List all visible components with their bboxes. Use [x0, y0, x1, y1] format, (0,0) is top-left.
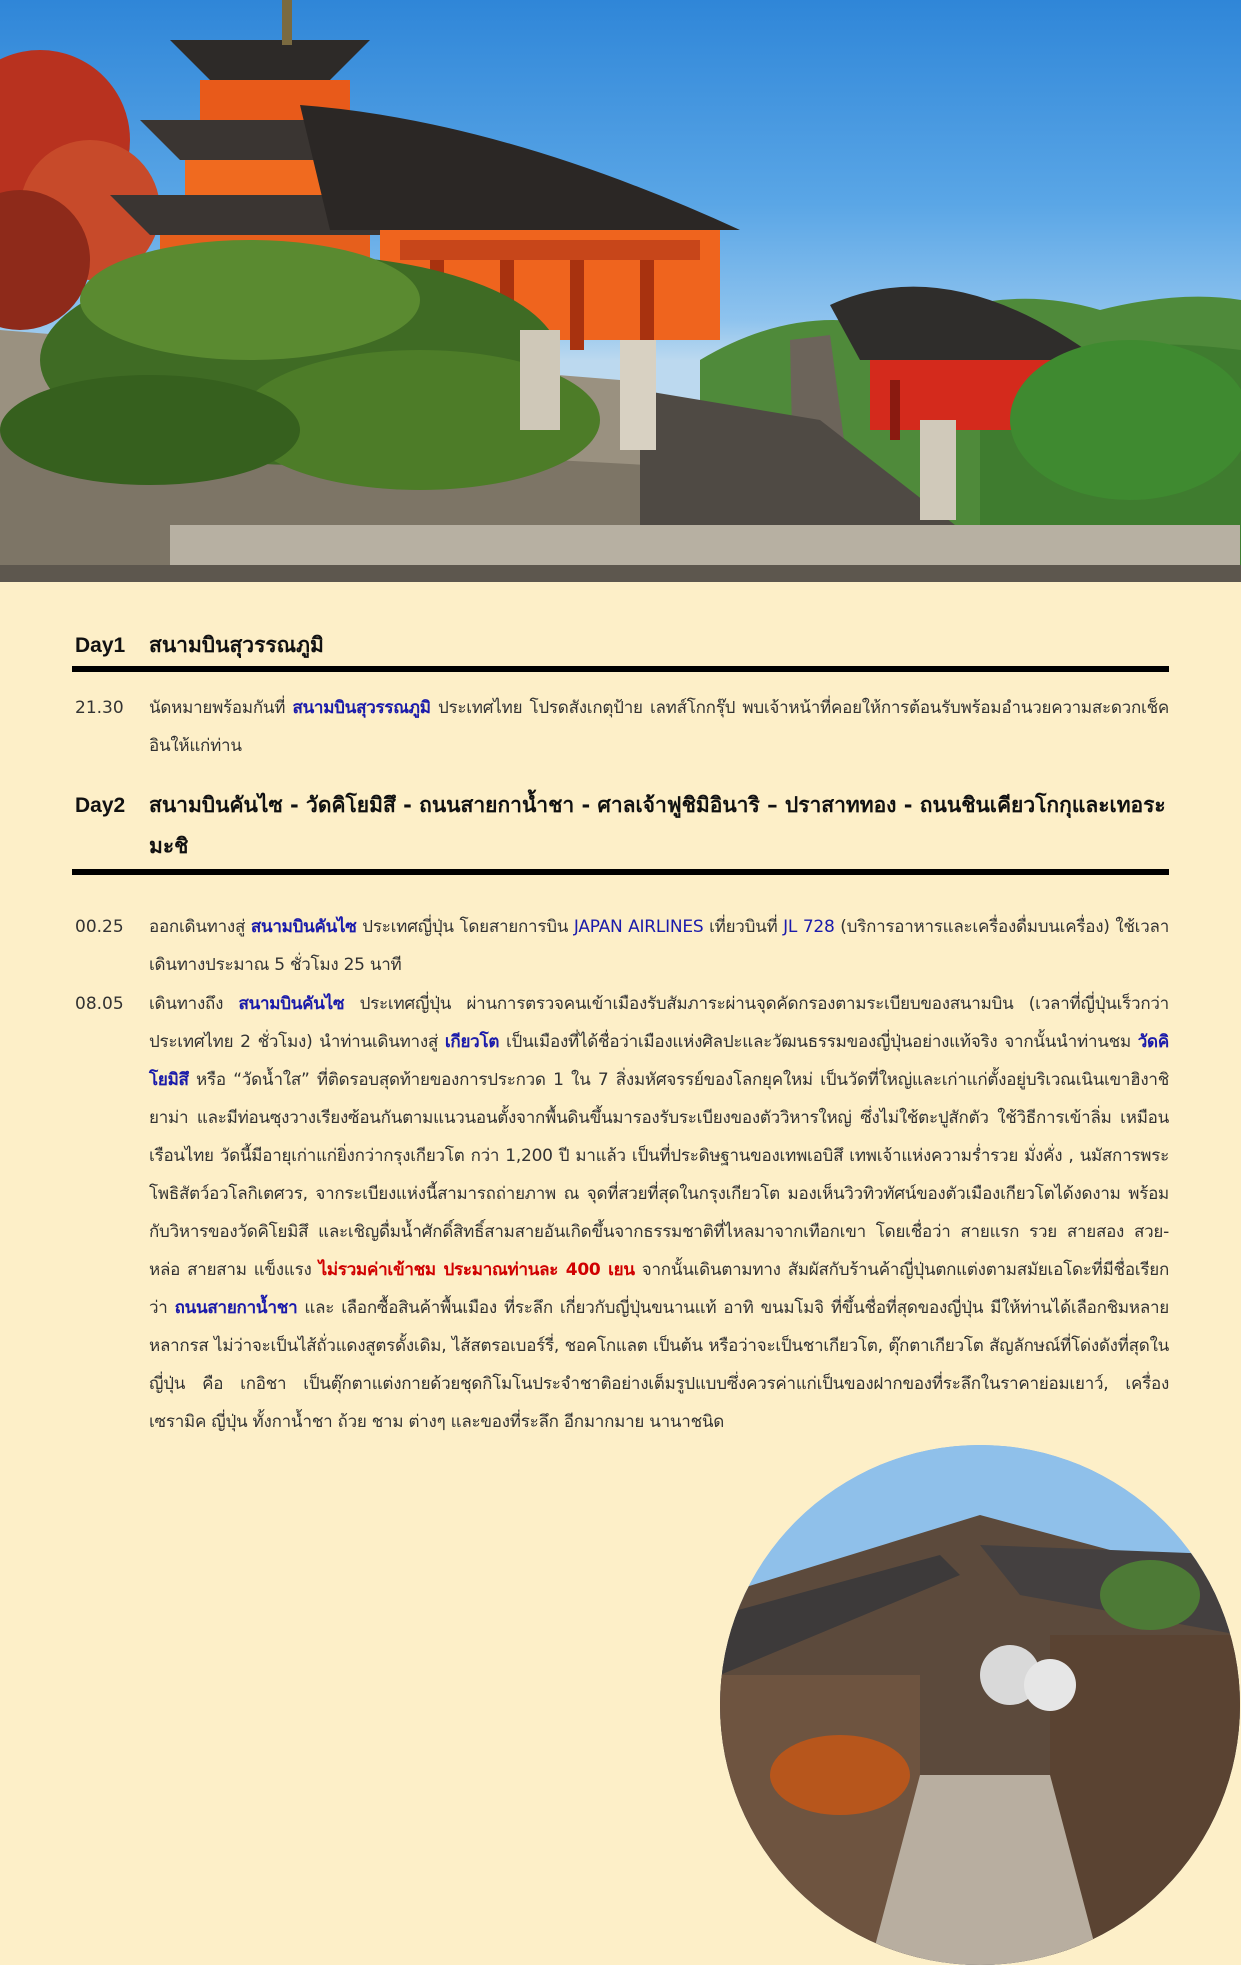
highlight-fee-note: ไม่รวมค่าเข้าชม ประมาณท่านละ 400 เยน: [318, 1260, 635, 1280]
text-run: ประเทศญี่ปุ่น ผ่านการตรวจคนเข้าเมืองรับสัมภาระผ่านจุดคัดกรองตามระเบียบของสนามบิน (เวลาที่ญี่ปุ่นเร็วกว่าประเทศไทย 2 ชั่วโมง) นำท่านเดินทางสู่: [149, 994, 1169, 1052]
entry-time: 00.25: [75, 917, 124, 937]
entry-text: [149, 985, 1169, 1441]
day1-header: [75, 625, 1169, 666]
highlight-flight: JL 728: [783, 917, 835, 937]
street-photo-circle: [720, 1445, 1240, 1965]
highlight-airport: สนามบินสุวรรณภูมิ: [292, 698, 431, 718]
text-run: ประเทศไทย โปรดสังเกตุป้าย เลทส์โกกรุ๊ป พบเจ้าหน้าที่คอยให้การต้อนรับพร้อมอำนวยความสะดวกเช็คอินให้แก่ท่าน: [149, 698, 1169, 756]
day2-title: สนามบินคันไซ - วัดคิโยมิสึ - ถนนสายกาน้ำชา - ศาลเจ้าฟูชิมิอินาริ – ปราสาททอง - ถนนชินเคียวโกกุและเทอระมะชิ: [149, 793, 1166, 858]
hero-photo-kiyomizu-temple: [0, 0, 1241, 582]
day1-divider: [72, 666, 1169, 672]
day2-entry-0025: [75, 908, 1169, 984]
text-run: จากนั้นเดินตามทาง สัมผัสกับร้านค้าญี่ปุ่นตกแต่งตามสมัยเอโดะที่มีชื่อเรียกว่า: [149, 1260, 1169, 1318]
text-run: ออกเดินทางสู่: [149, 917, 251, 937]
text-run: และ เลือกซื้อสินค้าพื้นเมือง ที่ระลึก เกี่ยวกับญี่ปุ่นขนานแท้ อาทิ ขนมโมจิ ที่ขึ้นชื่อที่สุดของญี่ปุ่น มีให้ท่านได้เลือกชิมหลายหลากรส ไม่ว่าจะเป็นไส้ถั่วแดงสูตรดั้งเดิม, ไส้สตรอเบอร์รี่, ชอคโกแลต เป็นต้น หรือว่าจะเป็นชาเกียวโต, ตุ๊กตาเกียวโต สัญลักษณ์ที่โด่งดังที่สุดในญี่ปุ่น คือ เกอิชา เป็นตุ๊กตาแต่งกายด้วยชุดกิโมโนประจำชาติอย่างเต็มรูปแบบซึ่งควรค่าแก่เป็นของฝากของที่ระลึกในราคาย่อมเยาว์, เครื่องเซรามิค ญี่ปุ่น ทั้งกาน้ำชา ถ้วย ชาม ต่างๆ และของที่ระลึก อีกมากมาย นานาชนิด: [149, 1298, 1169, 1432]
day2-divider: [72, 869, 1169, 875]
entry-text: [149, 908, 1169, 984]
day2-header: [75, 785, 1169, 867]
day1-entry-2130: [75, 689, 1169, 765]
entry-text: [149, 689, 1169, 765]
highlight-airport: สนามบินคันไซ: [250, 917, 357, 937]
entry-time: 21.30: [75, 698, 124, 718]
day1-label: Day1: [75, 634, 126, 657]
text-run: (บริการอาหารและเครื่องดื่มบนเครื่อง) ใช้เวลาเดินทางประมาณ 5 ชั่วโมง 25 นาที: [149, 917, 1169, 975]
highlight-street: ถนนสายกาน้ำชา: [174, 1298, 298, 1318]
entry-time: 08.05: [75, 994, 124, 1014]
day1-title: สนามบินสุวรรณภูมิ: [149, 633, 324, 657]
highlight-airline: JAPAN AIRLINES: [573, 917, 704, 937]
day2-entry-0805: [75, 985, 1169, 1485]
text-run: เที่ยวบินที่: [703, 917, 784, 937]
highlight-airport: สนามบินคันไซ: [238, 994, 345, 1014]
day2-label: Day2: [75, 794, 126, 817]
text-run: เป็นเมืองที่ได้ชื่อว่าเมืองแห่งศิลปะและวัฒนธรรมของญี่ปุ่นอย่างแท้จริง จากนั้นนำท่านชม: [499, 1032, 1138, 1052]
text-run: เดินทางถึง: [149, 994, 239, 1014]
text-run: นัดหมายพร้อมกันที่: [149, 698, 293, 718]
text-run: หรือ “วัดน้ำใส” ที่ติดรอบสุดท้ายของการประกวด 1 ใน 7 สิ่งมหัศจรรย์ของโลกยุคใหม่ เป็นวัดที่ใหญ่และเก่าแก่ตั้งอยู่บริเวณเนินเขาฮิงาชิยาม่า และมีท่อนซุงวางเรียงซ้อนกันตามแนวนอนตั้งจากพื้นดินขึ้นมารองรับระเบียงของตัววิหารใหญ่ ซึ่งไม่ใช้ตะปูสักตัว ใช้วิธีการเข้าลิ่ม เหมือนเรือนไทย วัดนี้มีอายุเก่าแก่ยิ่งกว่ากรุงเกียวโต กว่า 1,200 ปี มาแล้ว เป็นที่ประดิษฐานของเทพเอบิสึ เทพเจ้าแห่งความร่ำรวย มั่งคั่ง , นมัสการพระโพธิสัตว์อวโลกิเตศวร, จากระเบียงแห่งนี้สามารถถ่ายภาพ ณ จุดที่สวยที่สุดในกรุงเกียวโต มองเห็นวิวทิวทัศน์ของตัวเมืองเกียวโตได้งดงาม พร้อมกับวิหารของวัดคิโยมิสึ และเชิญดื่มน้ำศักดิ์สิทธิ์สามสายอันเกิดขึ้นจากธรรมชาติที่ไหลมาจากเทือกเขา โดยเชื่อว่า สายแรก รวย สายสอง สวย-หล่อ สายสาม แข็งแรง: [149, 1070, 1169, 1280]
highlight-temple: วัดคิโยมิสึ: [149, 1032, 1169, 1090]
highlight-city: เกียวโต: [444, 1032, 500, 1052]
text-run: ประเทศญี่ปุ่น โดยสายการบิน: [356, 917, 574, 937]
